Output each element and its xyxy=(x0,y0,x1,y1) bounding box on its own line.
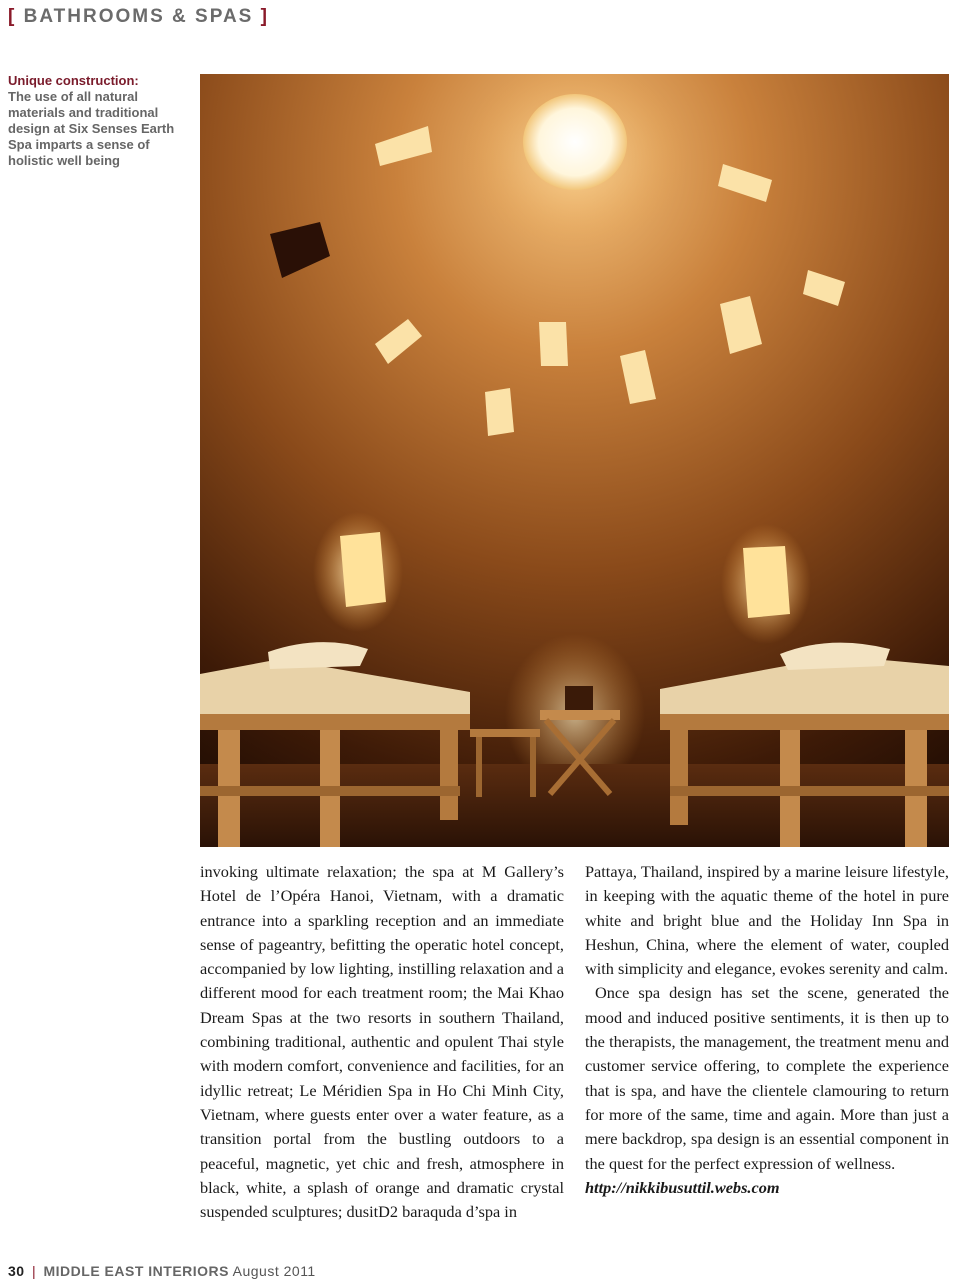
photo-caption xyxy=(8,73,188,169)
article-paragraph-right-2: Once spa design has set the scene, generated the mood and induced positive sentiments, it is then up to the therapists, the management, the treatment menu and customer service offering, to complete the experience that is spa, and have the clientele clamouring to return for more of the same, time and again. More than just a mere backdrop, spa design is an essential component in the quest for the perfect expression of wellness. xyxy=(585,983,949,1173)
niche-8 xyxy=(485,388,514,436)
page-number: 30 xyxy=(8,1263,25,1279)
niche-6 xyxy=(539,322,568,366)
article-paragraph-left: invoking ultimate relaxation; the spa at M Gallery’s Hotel de l’Opéra Hanoi, Vietnam, with a dramatic entrance into a sparkling reception and an immediate sense of pageantry, befitting the operatic hotel concept, accompanied by low lighting, instilling relaxation and a different mood for each treatment room; the Mai Khao Dream Spas at the two resorts in southern Thailand, combining traditional, authentic and opulent Thai style with modern comfort, convenience and facilities, for an idyllic retreat; Le Méridien Spa in Ho Chi Minh City, Vietnam, where guests enter over a water feature, as a transition portal from the bustling outdoors to a peaceful, magnetic, yet chic and fresh, atmosphere in black, white, a splash of orange and dramatic crystal suspended sculptures; dusitD2 baraquda d’spa in xyxy=(200,862,564,1222)
wall-lamp-right xyxy=(743,546,790,618)
issue-date: August 2011 xyxy=(232,1263,316,1279)
article-column-left xyxy=(200,860,564,1224)
spa-dome-photo xyxy=(200,74,949,847)
section-header-close-bracket: ] xyxy=(260,6,269,27)
page-footer xyxy=(8,1263,316,1279)
article-paragraph-right-1: Pattaya, Thailand, inspired by a marine leisure lifestyle, in keeping with the aquatic theme of the hotel in pure white and bright blue and the Holiday Inn Spa in Heshun, China, where the element of water, coupled with simplicity and elegance, evokes serenity and calm. xyxy=(585,862,949,979)
section-header-title: BATHROOMS & SPAS xyxy=(23,6,254,27)
wooden-floor xyxy=(200,764,949,847)
section-header-open-bracket: [ xyxy=(8,6,17,27)
footer-separator: | xyxy=(31,1263,37,1279)
magazine-title: MIDDLE EAST INTERIORS xyxy=(43,1263,230,1279)
wall-lamp-left xyxy=(340,532,386,607)
photo-caption-body: The use of all natural materials and traditional design at Six Senses Earth Spa imparts a sense of holistic well being xyxy=(8,89,175,168)
article-column-right xyxy=(585,860,949,1200)
author-website-link[interactable]: http://nikkibusuttil.webs.com xyxy=(585,1177,780,1197)
spa-dome-illustration xyxy=(200,74,949,847)
skylight-oculus xyxy=(523,94,627,190)
photo-caption-title: Unique construction: xyxy=(8,73,139,88)
section-header xyxy=(8,6,269,28)
